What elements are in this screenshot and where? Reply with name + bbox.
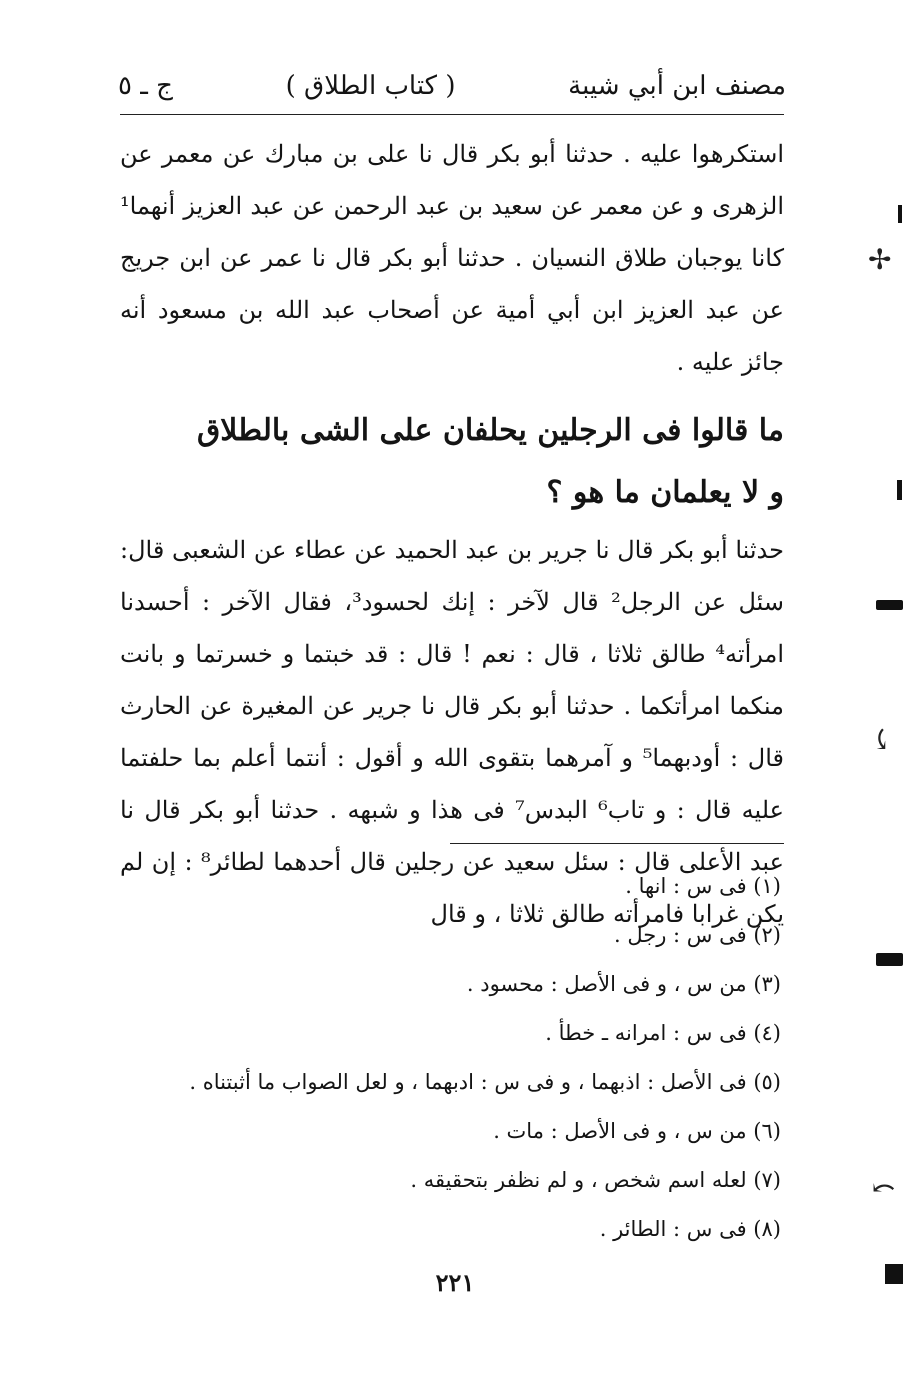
scan-ornament-icon: ✢ — [868, 243, 892, 276]
scan-margin-mark — [876, 953, 903, 966]
footnote-6: (٦) من س ، و فى الأصل : مات . — [493, 1119, 781, 1143]
footnotes-list — [161, 862, 781, 1254]
page-number: ٢٢١ — [435, 1268, 475, 1297]
scan-ornament-icon: ⤹ — [870, 723, 894, 756]
running-header — [118, 66, 786, 106]
header-divider — [120, 114, 784, 115]
scan-margin-mark — [876, 600, 903, 610]
footnote-divider — [450, 843, 784, 844]
main-text — [120, 128, 784, 940]
footnote-1: (١) فى س : انها . — [625, 874, 781, 898]
footnote-8: (٨) فى س : الطائر . — [599, 1217, 781, 1241]
scan-margin-mark — [897, 480, 902, 500]
header-book-title: مصنف ابن أبي شيبة — [568, 71, 786, 101]
scan-margin-mark — [898, 205, 902, 223]
section-heading-line-1: ما قالوا فى الرجلين يحلفان على الشى بالطلاق — [196, 413, 784, 448]
footnote-2: (٢) فى س : رجل . — [613, 923, 781, 947]
section-heading — [120, 400, 784, 524]
scan-ornament-icon: ⤺ — [872, 1171, 896, 1204]
footnote-3: (٣) من س ، و فى الأصل : محسود . — [466, 972, 781, 996]
header-volume: ج ـ ٥ — [118, 71, 173, 101]
scan-margin-mark — [885, 1264, 903, 1284]
section-heading-line-2: و لا يعلمان ما هو ؟ — [546, 475, 784, 510]
footnote-4: (٤) فى س : امرانه ـ خطأ . — [545, 1021, 781, 1045]
header-chapter-title: ( كتاب الطلاق ) — [285, 71, 456, 101]
paragraph-2: حدثنا أبو بكر قال نا جرير بن عبد الحميد عن عطاء عن الشعبى قال: سئل عن الرجل² قال لآخر : إنك لحسود³، فقال الآخر : أحسدنا امرأته⁴ طالق ثلاثا ، قال : نعم ! قال : قد خبتما و خسرتما و بانت منكما امرأتكما . حدثنا أبو بكر قال نا جرير عن المغيرة عن الحارث قال : أودبهما⁵ و آمرهما بتقوى الله و أقول : أنتما أعلم بما حلفتما عليه قال : و تاب⁶ البدس⁷ فى هذا و شبهه . حدثنا أبو بكر قال نا عبد الأعلى قال : سئل سعيد عن رجلين قال أحدهما لطائر⁸ : إن لم يكن غرابا فامرأته طالق ثلاثا ، و قال — [120, 536, 785, 928]
footnote-7: (٧) لعله اسم شخص ، و لم نظفر بتحقيقه . — [410, 1168, 781, 1192]
footnote-5: (٥) فى الأصل : اذبهما ، و فى س : ادبهما ، و لعل الصواب ما أثبتناه . — [189, 1070, 781, 1094]
paragraph-1: استكرهوا عليه . حدثنا أبو بكر قال نا على بن مبارك عن معمر عن الزهرى و عن معمر عن سعيد بن عبد الرحمن عن عبد العزيز أنهما¹ كانا يوجبان طلاق النسيان . حدثنا أبو بكر قال نا عمر عن ابن جريج عن عبد العزيز ابن أبي أمية عن أصحاب عبد الله بن مسعود أنه جائز عليه . — [120, 140, 785, 376]
